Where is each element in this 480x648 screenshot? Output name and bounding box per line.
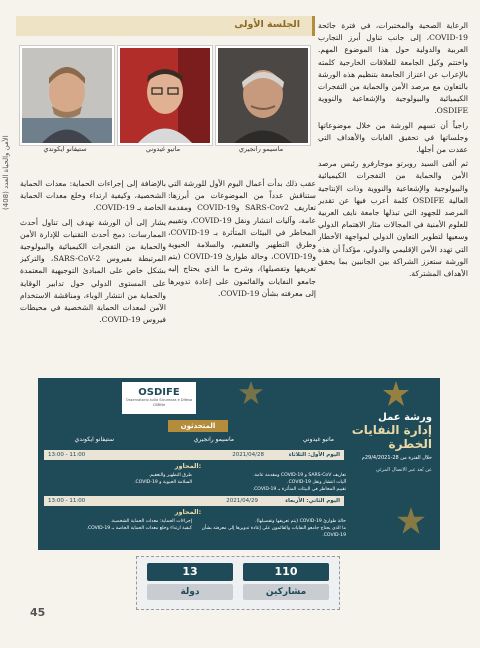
paragraph: الرعاية الصحية والمختبرات، في فترة جائحة COVID-19، إلى جانب تناول أبرز التجارب العربية والدولية حول هذا الموضوع المهم. واختتم وكيل الجامعة للعلاقات الخارجية كلمته بالإعراب عن اعتزاز الجامعة بتنظيم هذه الورشة بالتعاون مع مرصد الأمن والحماية من التفجرات الكيميائية والبيولوجية والإشعاعية والنووية OSDIFE.	[318, 21, 468, 116]
day2-label: اليوم الثاني: الأربعاء	[285, 498, 340, 504]
paragraph: راجياً أن تسهم الورشة من خلال موضوعاتها وجلساتها في تحقيق الغايات والأهداف التي عقدت من أجلها.	[318, 120, 468, 155]
workshop-line1: ورشة عمل	[378, 412, 432, 423]
photo-stefano	[20, 46, 114, 145]
workshop-banner	[38, 378, 440, 550]
day2-bar	[44, 496, 344, 506]
topic-item: ما الذي يحتاج جامعو النفايات والقائمون على إعادة تدويرها إلى معرفته بشأن COVID-19.	[201, 526, 346, 538]
caption-stefano: ستيفانو ايكوندي	[43, 145, 87, 153]
photo-massimo	[216, 46, 310, 145]
paragraph: ثم ألقى السيد روبرتو موجارفرو رئيس مرصد الأمن والحماية من التفجرات الكيميائية والبيولوجية والإشعاعية والنووية وذات الإنتاجية العالية OSDIFE كلمة أعرب فيها عن تقدير المرصد للجهود التي تبذلها جامعة نايف العربية للعلوم الأمنية في المجالات مثار الاهتمام الدولي وسعيها لتطوير التعاون الدولي لمواجهة الأخطار التي تهدد الأمن الإقليمي والدولي، مؤكداً أن هذه الورشة ستعزز الشراكة بين الجانبين بما يحقق الأهداف المشتركة.	[318, 159, 468, 279]
paragraph: عقب ذلك بدأت أعمال اليوم الأول للورشة التي ستناقش عدداً من الموضوعات من أبرزها: تعاريف SARS-Cov2 وCOVID-19 ومقدمة عامة، وآليات انتشار ونقل COVID-19، وتقييم المخاطر في البيئات المتأثرة بـ COVID-19، وطرق التطهير والتعقيم، والسلامة الحيوية وCOVID-19، وحالة طوارئ COVID-19 (يتم تعريفها وتفصيلها)، وشرح ما الذي يحتاج إليه جامعو النفايات والقائمون على إعادة تدويرها إلى معرفته بشأن COVID-19.	[168, 179, 316, 298]
ornament-star-icon	[382, 380, 410, 408]
article-column-middle	[168, 178, 316, 348]
caption-massimo: ماسيمو رانجيري	[238, 145, 284, 153]
topic-item: حالة طوارئ COVID-19 (يتم تعريفها وتفصيلها).	[255, 519, 346, 524]
workshop-line3: الخطرة	[388, 437, 432, 451]
article-column-left	[20, 178, 166, 348]
stat-value: 13	[147, 563, 233, 581]
speakers-title: المتحدثون	[168, 420, 228, 432]
session-title: الجلسة الأولى	[234, 19, 300, 30]
day1-topics-right	[198, 472, 346, 493]
caption-matteo: ماتيو غيدوني	[145, 145, 181, 153]
topic-item: تقييم المخاطر في البيئات المتأثرة بـ COVID-19.	[252, 487, 346, 492]
day1-label: اليوم الأول: الثلاثاء	[288, 452, 340, 458]
day1-topics-label: المحاور:	[174, 462, 202, 470]
osdife-logo-text: OSDIFE	[138, 387, 180, 398]
day2-date: 2021/04/29	[226, 498, 258, 504]
portrait-matteo-image	[120, 48, 210, 143]
speaker-name: ستيفانو ايكوندي	[74, 436, 114, 443]
workshop-title-block	[344, 412, 432, 473]
stat-countries	[147, 563, 233, 603]
ornament-star-icon	[396, 506, 426, 536]
topic-item: آليات انتشار ونقل COVID-19.	[287, 480, 346, 485]
side-label: الأمن والحياة العدد (408)	[2, 135, 10, 210]
stat-label: دولة	[147, 584, 233, 600]
speakers-row	[44, 436, 344, 448]
topic-item: كيفية ارتداء وخلع معدات الحماية الخاصة بـ COVID-19.	[86, 526, 192, 531]
topic-item: السلامة الحيوية و COVID-19.	[134, 480, 192, 485]
speaker-name: ماتيو غيدوني	[302, 436, 334, 443]
page-number: 45	[30, 606, 46, 619]
paragraph: يشار إلى أن الورشة تهدف إلى تناول أحدث الممارسات: دمج أحدث التقنيات للإدارة الأمن والحماية من التفجرات الكيميائية والبيولوجية المرتبطة بفيروس SARS-CoV-2، والتركيز بشكل خاص على المبادئ التوجيهية المعتمدة على المستوى الدولي حول تدابير الوقاية والحماية من انتشار الوباء، ومناقشة الاستخدام الآمن لمعدات الحماية الشخصية في محيطات فيروس COVID-19.	[20, 217, 166, 325]
workshop-date: خلال الفترة من 28-29/4/2021م	[361, 455, 432, 461]
portrait-stefano-image	[22, 48, 112, 143]
osdife-logo-sub: Osservatorio sulla Sicurezza e Difesa CBRNe	[125, 398, 193, 407]
day2-topics-right	[198, 518, 346, 539]
paragraph: بالإضافة إلى إجراءات الحماية: معدات الحماية الشخصية، وكيفية ارتداء وخلع معدات الحماية الخاصة بـ COVID-19.	[20, 179, 166, 213]
workshop-sub: عن بُعد عبر الاتصال المرئي	[375, 467, 432, 473]
day2-topics-label: المحاور:	[174, 508, 202, 516]
day1-date: 2021/04/28	[232, 452, 264, 458]
day1-time: 11:00 - 13:00	[48, 452, 86, 458]
workshop-line2: إدارة النفايات	[351, 423, 432, 437]
session-header	[16, 16, 315, 36]
osdife-logo	[122, 382, 196, 414]
day1-topics-left	[44, 472, 192, 486]
stat-participants	[243, 563, 329, 603]
photo-matteo	[118, 46, 212, 145]
ornament-star-icon	[238, 380, 264, 406]
topic-item: إجراءات الحماية: معدات الحماية الشخصية.	[110, 519, 192, 524]
speaker-photos	[20, 46, 308, 166]
topic-item: طرق التطهير والتعقيم.	[148, 473, 192, 478]
article-column-right	[318, 20, 468, 376]
day2-time: 11:00 - 13:00	[48, 498, 86, 504]
stat-value: 110	[243, 563, 329, 581]
topic-item: تعاريف SARS-CoV و COVID-19 ومقدمة عامة.	[253, 473, 346, 478]
speaker-name: ماسيمو رانجيري	[193, 436, 234, 443]
stat-label: مشاركين	[243, 584, 329, 600]
day1-bar	[44, 450, 344, 460]
stats-box	[136, 556, 340, 610]
portrait-massimo-image	[218, 48, 308, 143]
day2-topics-left	[44, 518, 192, 532]
